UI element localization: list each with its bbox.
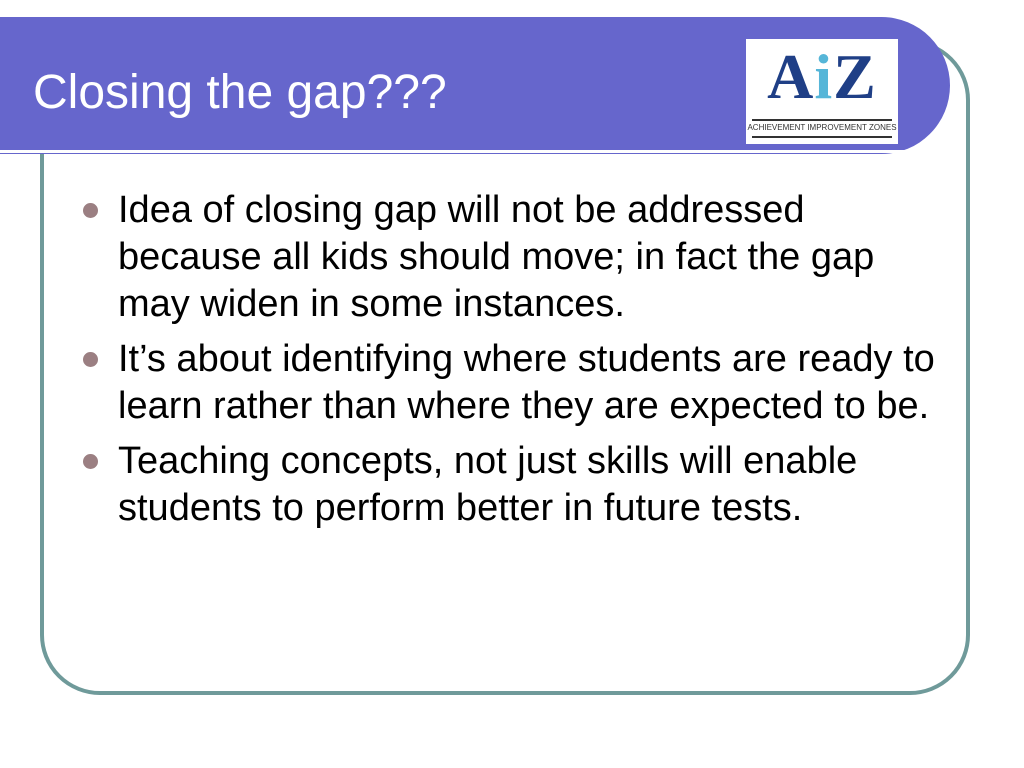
logo-letter-i: i	[814, 41, 834, 112]
logo-rule-bottom	[752, 136, 892, 138]
title-divider	[0, 150, 930, 153]
bullet-item	[80, 438, 950, 532]
bullet-item	[80, 336, 950, 430]
logo-rule-top	[752, 119, 892, 121]
bullet-list	[80, 187, 950, 540]
title-band	[0, 17, 950, 154]
bullet-dot-icon	[83, 203, 98, 218]
bullet-text: It’s about identifying where students are ready to learn rather than where they are expected to be.	[118, 338, 935, 427]
logo-mark	[746, 41, 898, 113]
bullet-item	[80, 187, 950, 328]
logo-letter-z: Z	[833, 41, 877, 112]
logo-letter-a: A	[767, 41, 815, 112]
bullet-dot-icon	[83, 454, 98, 469]
bullet-text: Teaching concepts, not just skills will enable students to perform better in future tests.	[118, 440, 858, 529]
bullet-dot-icon	[83, 352, 98, 367]
aiz-logo	[746, 39, 898, 144]
logo-tagline: ACHIEVEMENT IMPROVEMENT ZONES	[747, 123, 897, 132]
bullet-text: Idea of closing gap will not be addressed because all kids should move; in fact the gap may widen in some instances.	[118, 189, 875, 325]
slide-title: Closing the gap???	[33, 66, 447, 119]
